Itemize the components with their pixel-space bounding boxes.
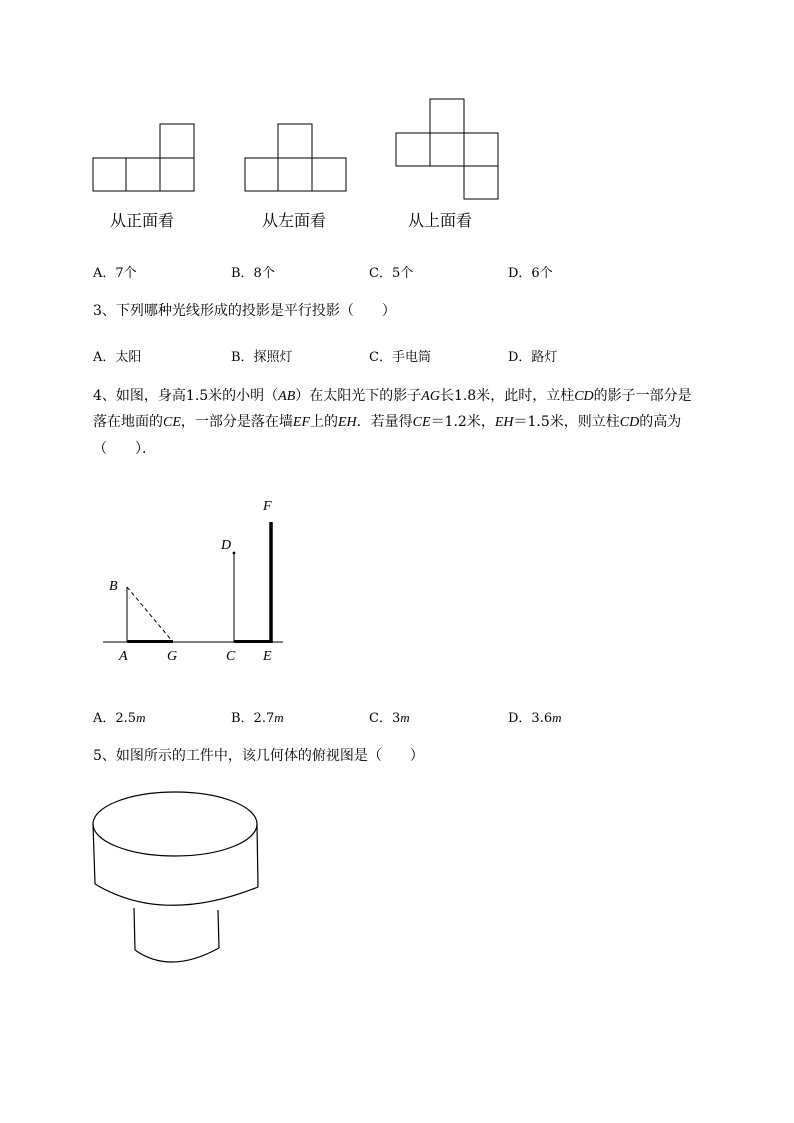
q4-option-a[interactable] — [93, 707, 145, 726]
q4-text: 落在地面的 — [93, 414, 163, 430]
label-g: G — [167, 649, 178, 664]
cylinder-bottom-curve — [95, 884, 258, 905]
q3-option-c[interactable]: C．手电筒 — [369, 350, 431, 365]
stem-right-side — [218, 910, 219, 948]
q4-var-cd: CD — [574, 389, 594, 404]
q2-option-a[interactable]: A．7个 — [93, 266, 137, 281]
q4-text: ．若量得 — [356, 414, 413, 430]
q4-var-eh: EH — [494, 415, 514, 430]
q4-text: 的高为 — [639, 414, 682, 430]
label-a: A — [119, 649, 128, 664]
q4-text: ，一部分是落在墙 — [180, 414, 293, 430]
q3-stem: 3、下列哪种光线形成的投影是平行投影（ ） — [93, 303, 396, 319]
q3-option-a[interactable]: A．太阳 — [93, 350, 142, 365]
cylinder-left-side — [93, 824, 95, 884]
q4-var-ce: CE — [163, 415, 181, 430]
q4-var-cd: CD — [619, 415, 640, 430]
q4-text: ＝1.5米，则立柱 — [513, 414, 620, 430]
q4-text: 的影子一部分是 — [593, 388, 692, 404]
q4-text: ＝1.2米， — [430, 414, 495, 430]
point-d — [233, 552, 236, 555]
q4-stem-line3: （ ）． — [93, 441, 156, 457]
q4-var-ce: CE — [412, 415, 431, 430]
cylinder-right-side — [257, 824, 258, 887]
top-view-figure — [395, 98, 501, 202]
q4-text: 上的 — [310, 414, 338, 430]
q4-stem-line1 — [93, 383, 692, 410]
q4-var-ef: EF — [292, 415, 310, 430]
q2-option-d[interactable]: D．6个 — [508, 266, 553, 281]
q4-option-a-text: A．2.5 — [93, 711, 137, 726]
q5-stem: 5、如图所示的工件中，该几何体的俯视图是（ ） — [93, 748, 424, 764]
q4-option-a-unit: m — [136, 710, 146, 725]
top-ellipse — [93, 792, 257, 856]
q4-text: 4、如图，身高1.5米的小明（ — [93, 388, 279, 404]
q4-option-c-unit: m — [400, 710, 410, 725]
q4-option-d-unit: m — [552, 710, 562, 725]
q3-option-b[interactable]: B．探照灯 — [231, 350, 293, 365]
q5-workpiece-figure — [88, 790, 268, 975]
q4-text: 长1.8米，此时，立柱 — [439, 388, 575, 404]
q4-shadow-figure — [100, 495, 290, 670]
q4-option-b-unit: m — [274, 710, 284, 725]
stem-bottom-curve — [135, 948, 219, 962]
q4-option-b-text: B．2.7 — [231, 711, 275, 726]
label-f: F — [263, 499, 272, 514]
q4-option-c-text: C．3 — [369, 711, 401, 726]
q2-option-b[interactable]: B．8个 — [231, 266, 275, 281]
stem-left-side — [134, 908, 135, 950]
label-e: E — [263, 649, 272, 664]
left-view-figure — [244, 123, 348, 193]
front-view-figure — [92, 123, 196, 193]
q4-option-d[interactable] — [508, 707, 562, 726]
q4-var-eh: EH — [338, 415, 357, 430]
label-c: C — [226, 649, 236, 664]
segment-bg-dashed — [127, 587, 173, 642]
q4-var-ag: AG — [421, 389, 440, 404]
top-view-label: 从上面看 — [408, 211, 473, 230]
q4-stem-line2 — [93, 409, 681, 436]
q4-var-ab: AB — [278, 389, 296, 404]
q3-option-d[interactable]: D．路灯 — [508, 350, 558, 365]
q4-text: ）在太阳光下的影子 — [295, 388, 422, 404]
q4-option-b[interactable] — [231, 707, 284, 726]
q4-option-d-text: D．3.6 — [508, 711, 553, 726]
q4-option-c[interactable] — [369, 707, 410, 726]
q2-option-c[interactable]: C．5个 — [369, 266, 414, 281]
label-d: D — [221, 538, 232, 553]
front-view-label: 从正面看 — [110, 211, 175, 230]
label-b: B — [109, 579, 118, 594]
left-view-label: 从左面看 — [262, 211, 327, 230]
